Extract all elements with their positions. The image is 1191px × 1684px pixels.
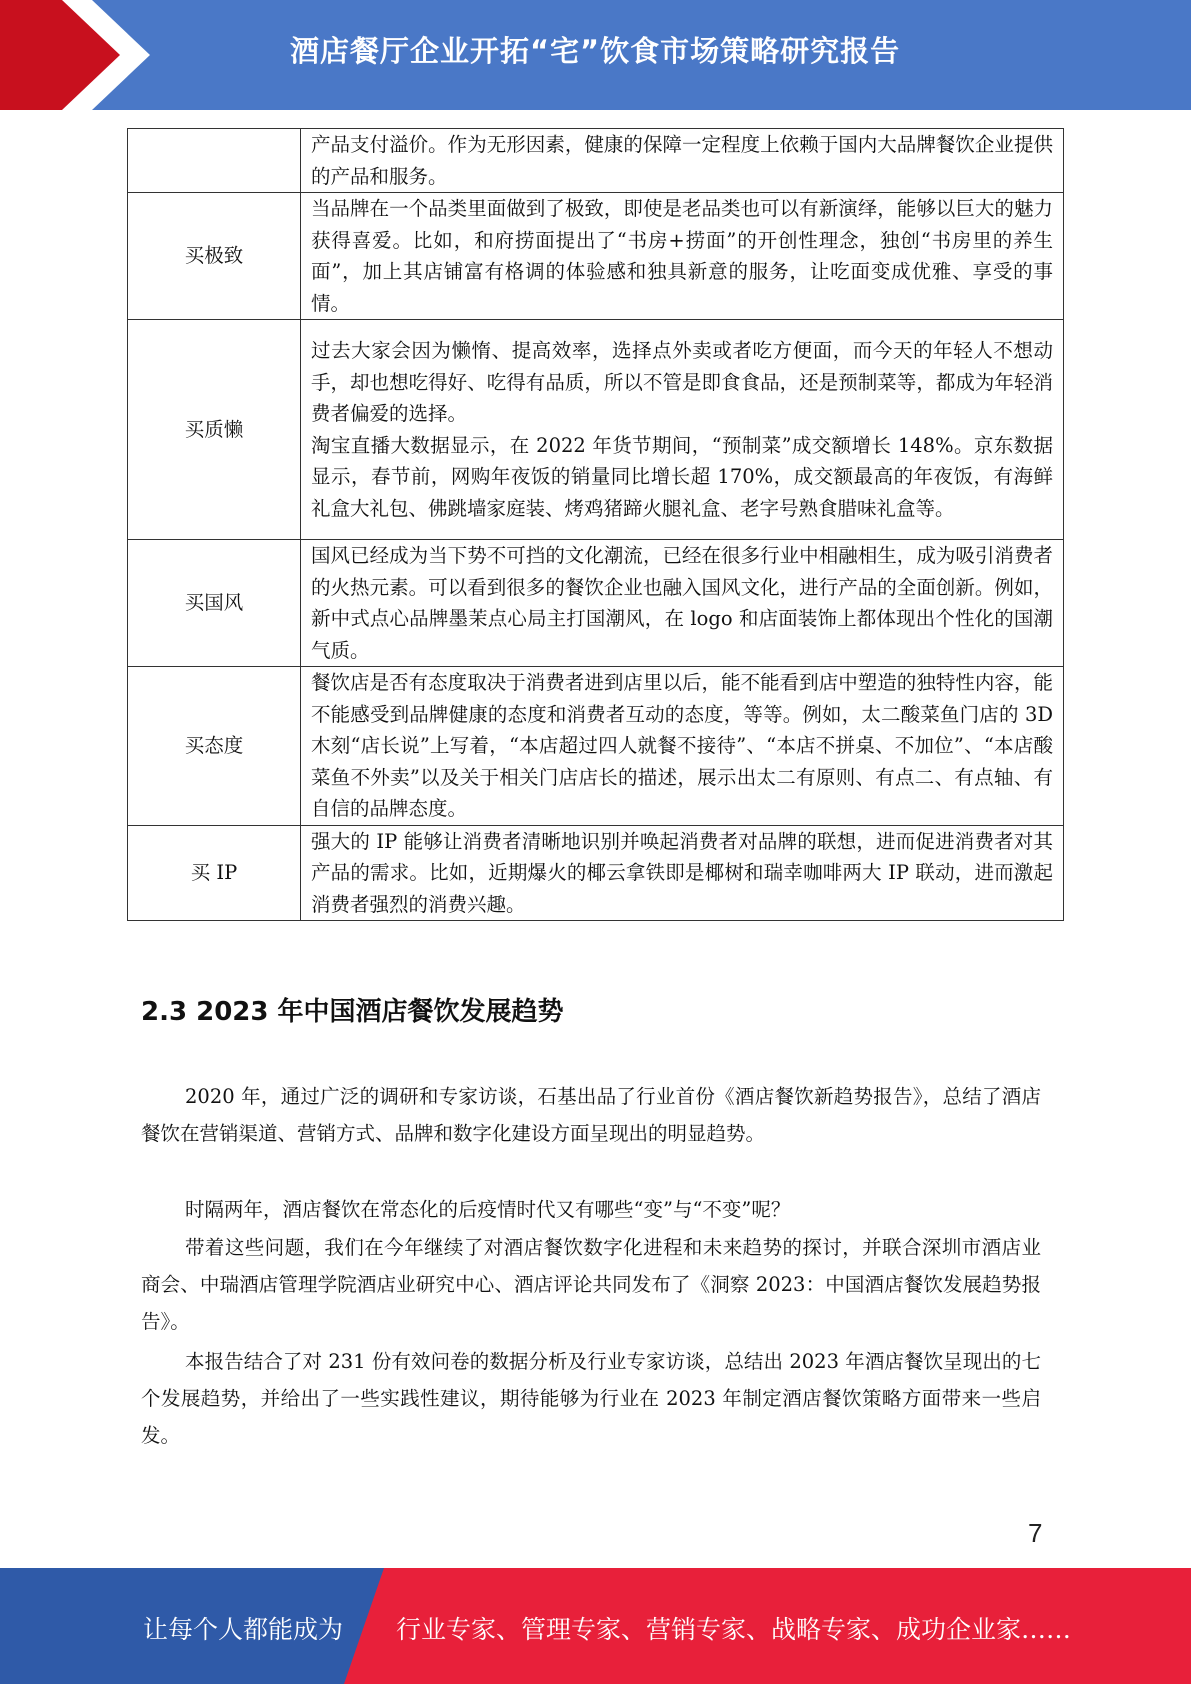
row-label: 买极致 <box>128 193 301 320</box>
page-header <box>0 0 1191 110</box>
row-label <box>128 129 301 193</box>
row-label: 买态度 <box>128 667 301 826</box>
row-description: 当品牌在一个品类里面做到了极致，即使是老品类也可以有新演绎，能够以巨大的魅力获得喜爱。比如，和府捞面提出了“书房+捞面”的开创性理念，独创“书房里的养生面”，加上其店铺富有格调的体验感和独具新意的服务，让吃面变成优雅、享受的事情。 <box>301 193 1064 320</box>
row-description <box>301 320 1064 540</box>
footer-slogan-right: 行业专家、管理专家、营销专家、战略专家、成功企业家…… <box>396 1615 1072 1644</box>
page-number: 7 <box>1028 1518 1043 1548</box>
body-paragraph: 本报告结合了对 231 份有效问卷的数据分析及行业专家访谈，总结出 2023 年酒店餐饮呈现出的七个发展趋势，并给出了一些实践性建议，期待能够为行业在 2023 年制定酒店餐饮策略方面带来一些启发。 <box>141 1350 1041 1447</box>
row-label: 买质懒 <box>128 320 301 540</box>
table-row <box>128 320 1064 540</box>
table-row <box>128 129 1064 193</box>
row-label: 买 IP <box>128 825 301 921</box>
table-row <box>128 193 1064 320</box>
body-paragraph: 时隔两年，酒店餐饮在常态化的后疫情时代又有哪些“变”与“不变”呢？ <box>185 1198 791 1221</box>
row-description: 产品支付溢价。作为无形因素，健康的保障一定程度上依赖于国内大品牌餐饮企业提供的产品和服务。 <box>301 129 1064 193</box>
row-description-part: 淘宝直播大数据显示，在 2022 年货节期间，“预制菜”成交额增长 148%。京东数据显示，春节前，网购年夜饭的销量同比增长超 170%，成交额最高的年夜饭，有海鲜礼盒大礼包、佛跳墙家庭装、烤鸡猪蹄火腿礼盒、老字号熟食腊味礼盒等。 <box>311 433 1053 520</box>
row-description: 餐饮店是否有态度取决于消费者进到店里以后，能不能看到店中塑造的独特性内容，能不能感受到品牌健康的态度和消费者互动的态度，等等。例如，太二酸菜鱼门店的 3D 木刻“店长说”上写着，“本店超过四人就餐不接待”、“本店不拼桌、不加位”、“本店酸菜鱼不外卖”以及关于相关门店店长的描述，展示出太二有原则、有点二、有点轴、有自信的品牌态度。 <box>301 667 1064 826</box>
row-description-part: 过去大家会因为懒惰、提高效率，选择点外卖或者吃方便面，而今天的年轻人不想动手，却也想吃得好、吃得有品质，所以不管是即食食品，还是预制菜等，都成为年轻消费者偏爱的选择。 <box>311 339 1053 425</box>
row-description: 国风已经成为当下势不可挡的文化潮流，已经在很多行业中相融相生，成为吸引消费者的火热元素。可以看到很多的餐饮企业也融入国风文化，进行产品的全面创新。例如，新中式点心品牌墨茉点心局主打国潮风，在 logo 和店面装饰上都体现出个性化的国潮气质。 <box>301 540 1064 667</box>
body-paragraph: 带着这些问题，我们在今年继续了对酒店餐饮数字化进程和未来趋势的探讨，并联合深圳市酒店业商会、中瑞酒店管理学院酒店业研究中心、酒店评论共同发布了《洞察 2023：中国酒店餐饮发展趋势报告》。 <box>141 1236 1041 1333</box>
row-description: 强大的 IP 能够让消费者清晰地识别并唤起消费者对品牌的联想，进而促进消费者对其产品的需求。比如，近期爆火的椰云拿铁即是椰树和瑞幸咖啡两大 IP 联动，进而激起消费者强烈的消费兴趣。 <box>301 825 1064 921</box>
body-paragraph: 2020 年，通过广泛的调研和专家访谈，石基出品了行业首份《酒店餐饮新趋势报告》，总结了酒店餐饮在营销渠道、营销方式、品牌和数字化建设方面呈现出的明显趋势。 <box>141 1085 1041 1145</box>
table-row <box>128 540 1064 667</box>
footer-slogan-left: 让每个人都能成为 <box>143 1615 344 1644</box>
section-heading: 2.3 2023 年中国酒店餐饮发展趋势 <box>141 997 564 1027</box>
header-title: 酒店餐厅企业开拓“宅”饮食市场策略研究报告 <box>290 34 901 68</box>
consumer-trend-table <box>127 128 1064 921</box>
table-row <box>128 825 1064 921</box>
row-label: 买国风 <box>128 540 301 667</box>
table-row <box>128 667 1064 826</box>
